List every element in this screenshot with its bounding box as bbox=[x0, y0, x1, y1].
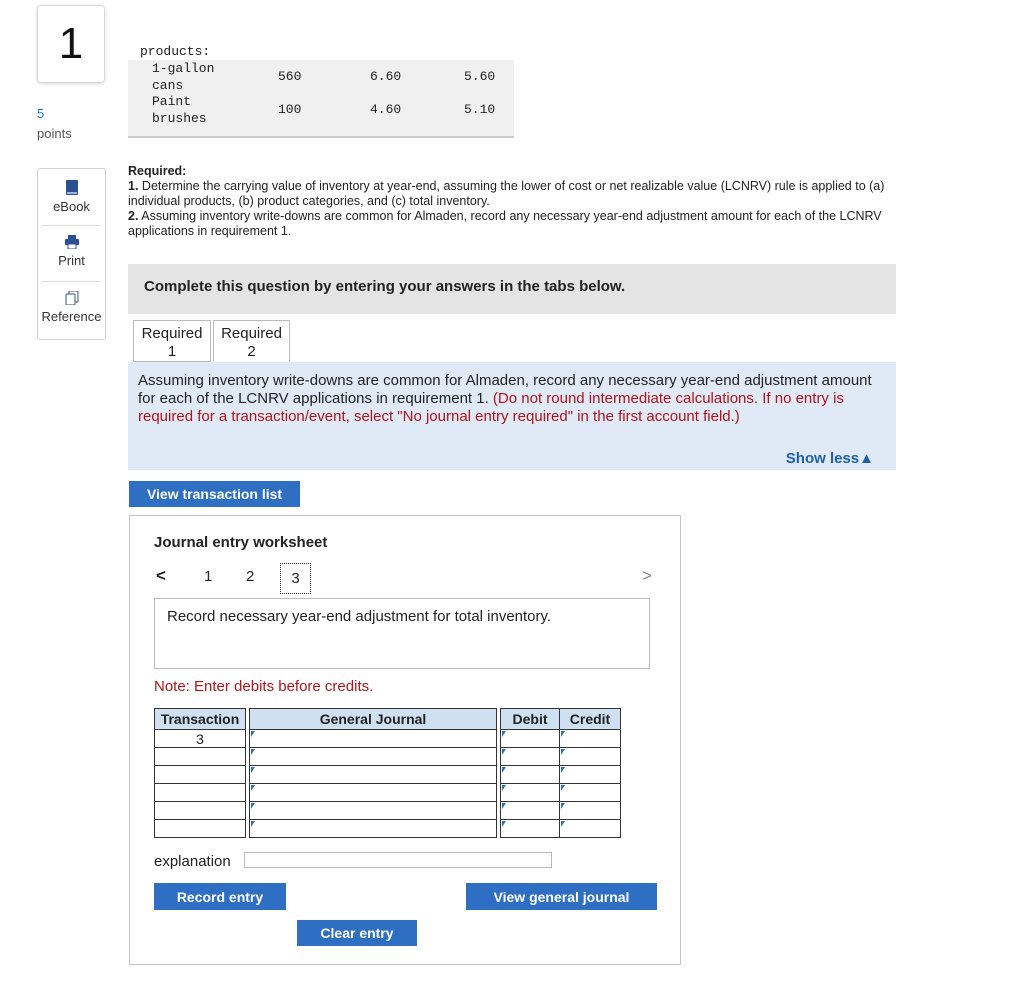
required-item2-text: Assuming inventory write-downs are common for Almaden, record any necessary year-end adjustment amount for each of the LCNRV applications in requirement 1. bbox=[128, 209, 882, 238]
row-quantity: 560 bbox=[278, 69, 302, 84]
page-1-link[interactable]: 1 bbox=[204, 568, 213, 585]
debit-field[interactable] bbox=[501, 748, 560, 766]
transaction-cell bbox=[155, 802, 246, 820]
debit-field[interactable] bbox=[501, 820, 560, 838]
credit-field[interactable] bbox=[560, 784, 621, 802]
row-nrv: 5.10 bbox=[464, 102, 496, 117]
table-row bbox=[155, 784, 621, 802]
banner-text: Complete this question by entering your answers in the tabs below. bbox=[144, 278, 626, 295]
worksheet-title: Journal entry worksheet bbox=[154, 534, 328, 551]
points-value: 5 bbox=[37, 106, 45, 121]
tab-required-1[interactable] bbox=[133, 320, 211, 362]
tab-label: Required bbox=[141, 325, 203, 342]
account-field[interactable] bbox=[250, 820, 497, 838]
table-row bbox=[155, 748, 621, 766]
debit-field[interactable] bbox=[501, 802, 560, 820]
page-2-link[interactable]: 2 bbox=[246, 568, 255, 585]
document-icon bbox=[65, 291, 79, 305]
reference-label: Reference bbox=[41, 309, 102, 324]
row-cost: 4.60 bbox=[370, 102, 402, 117]
required-heading: Required: bbox=[128, 164, 187, 178]
print-button[interactable] bbox=[38, 235, 105, 268]
instructions-text: Assuming inventory write-downs are common for Almaden, record any necessary year-end adjustment amount for each of the LCNRV applications in requirement 1. bbox=[138, 372, 872, 407]
tab-required-2[interactable] bbox=[213, 320, 290, 362]
tab-label: Required bbox=[221, 325, 282, 342]
print-label: Print bbox=[58, 253, 85, 268]
journal-entry-worksheet bbox=[129, 515, 681, 965]
row-name-line1: Paint bbox=[152, 94, 192, 109]
col-header-transaction: Transaction bbox=[155, 709, 246, 730]
account-field[interactable] bbox=[250, 784, 497, 802]
reference-button[interactable] bbox=[38, 291, 105, 324]
question-number: 1 bbox=[37, 5, 105, 83]
tab-number: 1 bbox=[167, 343, 177, 360]
row-nrv: 5.60 bbox=[464, 69, 496, 84]
points-label: points bbox=[37, 126, 72, 141]
explanation-input[interactable] bbox=[244, 852, 552, 868]
tools-panel bbox=[37, 168, 106, 340]
debits-note: Note: Enter debits before credits. bbox=[154, 678, 374, 695]
required-item2-number: 2. bbox=[128, 209, 139, 223]
clear-entry-button[interactable]: Clear entry bbox=[297, 920, 417, 946]
view-transaction-list-button[interactable]: View transaction list bbox=[129, 481, 300, 507]
required-item1-text: Determine the carrying value of inventory at year-end, assuming the lower of cost or net realizable value (LCNRV) rule is applied to (a) individual products, (b) product categories, and (c) total inventory. bbox=[128, 179, 885, 208]
journal-entry-table bbox=[154, 708, 621, 838]
instruction-banner bbox=[128, 264, 896, 314]
debit-field[interactable] bbox=[501, 766, 560, 784]
row-name-line2: brushes bbox=[152, 111, 207, 126]
next-page-icon[interactable]: > bbox=[642, 566, 652, 585]
required-item1-number: 1. bbox=[128, 179, 139, 193]
row-cost: 6.60 bbox=[370, 69, 402, 84]
transaction-cell bbox=[155, 748, 246, 766]
account-field[interactable] bbox=[250, 802, 497, 820]
data-table-rule bbox=[128, 136, 514, 138]
page-3-current[interactable]: 3 bbox=[280, 563, 311, 594]
account-field[interactable] bbox=[250, 748, 497, 766]
account-field[interactable] bbox=[250, 730, 497, 748]
col-header-debit: Debit bbox=[501, 709, 560, 730]
show-less-link[interactable]: Show less▲ bbox=[785, 450, 874, 467]
credit-field[interactable] bbox=[560, 766, 621, 784]
row-quantity: 100 bbox=[278, 102, 302, 117]
explanation-label: explanation bbox=[154, 853, 231, 870]
transaction-cell bbox=[155, 784, 246, 802]
transaction-cell: 3 bbox=[155, 730, 246, 748]
col-header-general-journal: General Journal bbox=[250, 709, 497, 730]
instructions-note: (Do not round intermediate calculations. If no entry is required for a transaction/event, select "No journal entry required" in the first account field.) bbox=[138, 390, 844, 425]
printer-icon bbox=[65, 235, 79, 249]
tool-divider bbox=[42, 281, 101, 282]
col-header-credit: Credit bbox=[560, 709, 621, 730]
debit-field[interactable] bbox=[501, 730, 560, 748]
tab-number: 2 bbox=[247, 343, 256, 360]
debit-field[interactable] bbox=[501, 784, 560, 802]
credit-field[interactable] bbox=[560, 802, 621, 820]
row-name-line1: 1-gallon bbox=[152, 61, 215, 76]
products-label: products: bbox=[140, 44, 211, 59]
table-row bbox=[155, 730, 621, 748]
prev-page-icon[interactable]: < bbox=[156, 566, 166, 585]
instructions-panel bbox=[128, 362, 896, 470]
credit-field[interactable] bbox=[560, 820, 621, 838]
transaction-cell bbox=[155, 820, 246, 838]
row-name-line2: cans bbox=[152, 78, 184, 93]
ebook-button[interactable] bbox=[38, 179, 105, 214]
table-row bbox=[155, 802, 621, 820]
tool-divider bbox=[42, 225, 101, 226]
account-field[interactable] bbox=[250, 766, 497, 784]
transaction-cell bbox=[155, 766, 246, 784]
record-entry-button[interactable]: Record entry bbox=[154, 883, 286, 910]
required-section bbox=[128, 164, 928, 239]
credit-field[interactable] bbox=[560, 730, 621, 748]
ebook-label: eBook bbox=[53, 199, 90, 214]
table-row bbox=[155, 766, 621, 784]
entry-description: Record necessary year-end adjustment for total inventory. bbox=[154, 598, 650, 669]
book-icon bbox=[65, 179, 79, 195]
view-general-journal-button[interactable]: View general journal bbox=[466, 883, 657, 910]
credit-field[interactable] bbox=[560, 748, 621, 766]
table-row bbox=[155, 820, 621, 838]
